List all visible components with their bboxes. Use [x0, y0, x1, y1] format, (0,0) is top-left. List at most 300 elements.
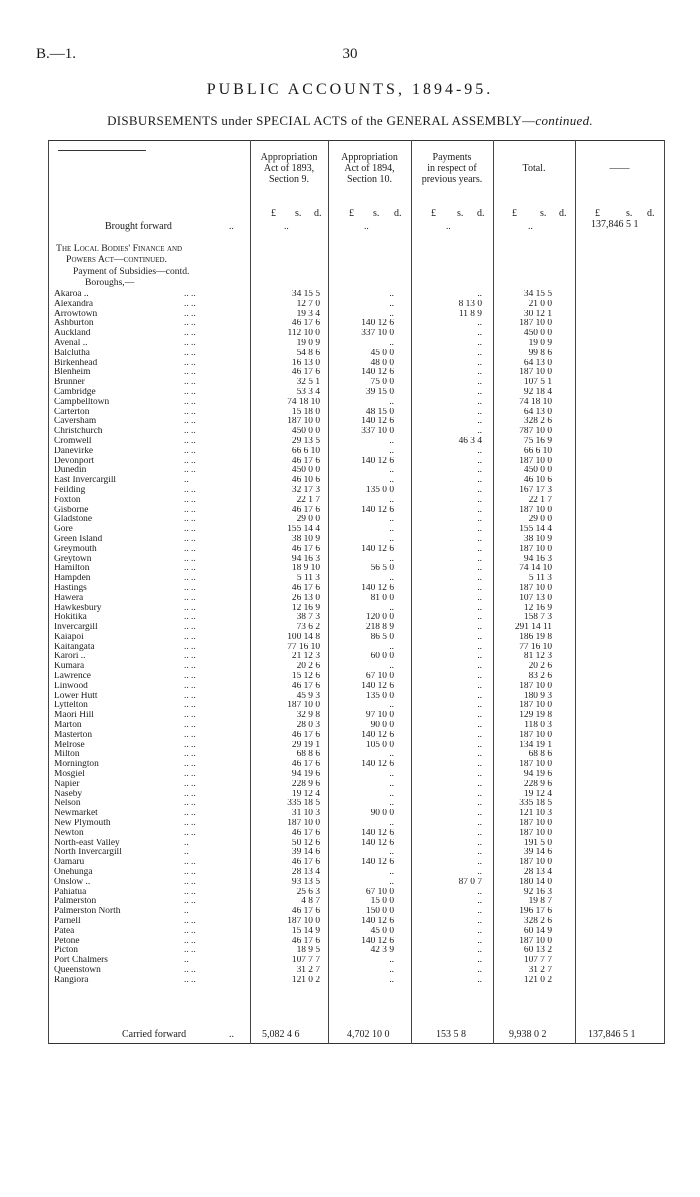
amount-1893: 19 0 9	[296, 338, 320, 348]
column-header-line: Payments	[432, 152, 472, 163]
amount-total: 129 19 8	[519, 711, 552, 721]
amount-1894: 337 10 0	[361, 329, 394, 339]
amount-previous-years: ..	[477, 662, 482, 672]
table-row	[54, 819, 666, 829]
amount-previous-years: ..	[477, 574, 482, 584]
amount-1894: 218 8 9	[365, 623, 394, 633]
amount-1894: 48 0 0	[370, 358, 394, 368]
amount-previous-years: ..	[477, 848, 482, 858]
amount-1893: 68 8 6	[296, 750, 320, 760]
amount-previous-years: ..	[477, 290, 482, 299]
row-leader: .. ..	[184, 828, 196, 838]
row-leader: .. ..	[184, 632, 196, 642]
amount-1894: ..	[389, 525, 394, 535]
row-leader: .. ..	[184, 387, 196, 397]
table-row	[54, 447, 666, 457]
row-leader: .. ..	[184, 466, 196, 476]
amount-blank	[552, 564, 666, 574]
amount-previous-years: ..	[477, 740, 482, 750]
amount-blank	[552, 623, 666, 633]
amount-total: 196 17 6	[519, 907, 552, 917]
borough-name: Pahiatua	[54, 887, 87, 897]
amount-total: 187 10 0	[519, 819, 552, 829]
borough-name: Lawrence	[54, 672, 91, 682]
amount-previous-years: ..	[477, 897, 482, 907]
amount-1894: ..	[389, 848, 394, 858]
amount-blank	[552, 427, 666, 437]
amount-total: 187 10 0	[519, 730, 552, 740]
amount-blank	[552, 721, 666, 731]
page-title: PUBLIC ACCOUNTS, 1894-95.	[206, 81, 494, 98]
amount-total: 107 7 7	[523, 956, 552, 966]
column-header-line: in respect of	[427, 163, 477, 174]
amount-previous-years: ..	[477, 417, 482, 427]
amount-1893: 46 17 6	[291, 456, 320, 466]
row-leader: .. ..	[184, 417, 196, 427]
amount-blank	[552, 780, 666, 790]
amount-1894: ..	[389, 799, 394, 809]
table-row	[54, 878, 666, 888]
amount-1893: 46 17 6	[291, 907, 320, 917]
amount-1893: 46 17 6	[291, 544, 320, 554]
amount-total: 64 13 0	[523, 358, 552, 368]
table-row	[54, 643, 666, 653]
page-reference: B.—1.	[36, 46, 77, 62]
amount-1894: ..	[389, 975, 394, 985]
amount-1893: 46 17 6	[291, 936, 320, 946]
amount-blank	[552, 790, 666, 800]
amount-previous-years: ..	[477, 917, 482, 926]
amount-1893: 26 13 0	[291, 593, 320, 603]
table-row	[54, 378, 666, 388]
amount-1894: ..	[389, 290, 394, 299]
table-row	[54, 897, 666, 907]
unit-pence: d.	[477, 208, 485, 219]
row-leader: .. ..	[184, 436, 196, 446]
amount-blank	[552, 290, 666, 300]
unit-pound: £	[349, 208, 354, 219]
amount-blank	[552, 711, 666, 721]
amount-total: 134 19 1	[519, 740, 552, 750]
amount-total: 186 19 8	[519, 632, 552, 642]
borough-name: Karori ..	[54, 652, 86, 662]
amount-total: 187 10 0	[519, 760, 552, 770]
row-leader: .. ..	[184, 721, 196, 731]
borough-name: Kaitangata	[54, 642, 95, 652]
borough-name: Naseby	[54, 789, 83, 799]
amount-1894: 140 12 6	[361, 319, 394, 329]
row-leader: .. ..	[184, 427, 196, 437]
amount-total: 74 14 10	[519, 564, 552, 574]
row-leader: .. ..	[184, 887, 196, 897]
unit-pound: £	[431, 208, 436, 219]
row-leader: .. ..	[184, 926, 196, 936]
amount-1893: 46 10 6	[291, 476, 320, 486]
amount-previous-years: ..	[477, 397, 482, 407]
amount-1894: 42 3 9	[370, 946, 394, 956]
amount-previous-years: ..	[477, 544, 482, 554]
borough-name: Hokitika	[54, 613, 87, 623]
amount-1893: 19 12 4	[291, 789, 320, 799]
amount-1894: 105 0 0	[365, 740, 394, 750]
amount-1894: 140 12 6	[361, 828, 394, 838]
table-row	[54, 310, 666, 320]
amount-1894: 45 0 0	[370, 348, 394, 358]
borough-name: Oamaru	[54, 858, 85, 868]
row-leader: .. ..	[184, 407, 196, 417]
amount-blank	[552, 408, 666, 418]
amount-total: 158 7 3	[523, 613, 552, 623]
amount-blank	[552, 927, 666, 937]
amount-total: 291 14 11	[514, 623, 552, 633]
amount-blank	[552, 525, 666, 535]
unit-shilling: s.	[457, 208, 464, 219]
amount-blank	[552, 359, 666, 369]
table-top-rule	[48, 140, 664, 141]
amount-previous-years: ..	[477, 701, 482, 711]
amount-1893: 112 10 0	[287, 329, 320, 339]
borough-name: Petone	[54, 936, 80, 946]
amount-blank	[552, 496, 666, 506]
amount-1894: 140 12 6	[361, 760, 394, 770]
row-leader: .. ..	[184, 662, 196, 672]
amount-1893: 93 13 5	[291, 877, 320, 887]
amount-blank	[552, 770, 666, 780]
amount-1893: 45 9 3	[296, 691, 320, 701]
table-row	[54, 839, 666, 849]
amount-1894: 135 0 0	[365, 691, 394, 701]
amount-1893: 335 18 5	[287, 799, 320, 809]
borough-name: Kumara	[54, 662, 85, 672]
amount-1893: 29 0 0	[296, 515, 320, 525]
table-row	[54, 368, 666, 378]
amount-blank	[552, 888, 666, 898]
amount-blank	[552, 760, 666, 770]
table-row	[54, 682, 666, 692]
amount-previous-years: 8 13 0	[458, 299, 482, 309]
row-leader: .. ..	[184, 515, 196, 525]
table-row	[54, 466, 666, 476]
table-row	[54, 319, 666, 329]
borough-name: Danevirke	[54, 446, 94, 456]
amount-1893: 15 12 6	[291, 672, 320, 682]
amount-previous-years: ..	[477, 583, 482, 593]
row-leader: .. ..	[184, 760, 196, 770]
amount-total: 94 19 6	[523, 770, 552, 780]
amount-previous-years: ..	[477, 946, 482, 956]
amount-total: 787 10 0	[519, 427, 552, 437]
amount-previous-years: ..	[477, 789, 482, 799]
row-leader: ..	[184, 848, 189, 858]
amount-1894: ..	[389, 750, 394, 760]
amount-1893: 5 11 3	[296, 574, 320, 584]
borough-name: Rangiora	[54, 975, 89, 985]
row-leader: .. ..	[184, 730, 196, 740]
unit-pence: d.	[314, 208, 322, 219]
amount-previous-years: ..	[477, 681, 482, 691]
table-row	[54, 564, 666, 574]
amount-1894: 140 12 6	[361, 456, 394, 466]
table-row	[54, 584, 666, 594]
amount-total: 66 6 10	[523, 446, 552, 456]
amount-previous-years: ..	[477, 887, 482, 897]
amount-previous-years: ..	[477, 721, 482, 731]
amount-1893: 15 14 9	[291, 926, 320, 936]
table-row	[54, 927, 666, 937]
amount-1893: 50 12 6	[291, 838, 320, 848]
amount-previous-years: ..	[477, 329, 482, 339]
amount-total: 92 18 4	[523, 387, 552, 397]
borough-name: Gladstone	[54, 515, 93, 525]
amount-blank	[552, 809, 666, 819]
amount-1894: ..	[389, 554, 394, 564]
amount-1894: 135 0 0	[365, 485, 394, 495]
amount-blank	[552, 447, 666, 457]
row-leader: .. ..	[184, 809, 196, 819]
row-leader: .. ..	[184, 485, 196, 495]
act-heading-line1: The Local Bodies' Finance and	[56, 243, 183, 254]
row-leader: .. ..	[184, 789, 196, 799]
column-header-line: Section 10.	[347, 174, 392, 185]
row-leader: .. ..	[184, 750, 196, 760]
amount-total: 328 2 6	[523, 917, 552, 926]
amount-blank	[552, 878, 666, 888]
amount-1894: 140 12 6	[361, 583, 394, 593]
amount-1894: ..	[389, 436, 394, 446]
amount-1894: 39 15 0	[365, 387, 394, 397]
borough-name: Greymouth	[54, 544, 97, 554]
amount-1894: ..	[389, 515, 394, 525]
carried-forward-label: Carried forward	[122, 1029, 187, 1040]
table-row	[54, 937, 666, 947]
amount-1893: 39 14 6	[291, 848, 320, 858]
borough-name: Devonport	[54, 456, 95, 466]
amount-total: 335 18 5	[519, 799, 552, 809]
amount-previous-years: ..	[477, 936, 482, 946]
column-header-line: Act of 1894,	[344, 163, 395, 174]
row-leader: .. ..	[184, 544, 196, 554]
amount-1894: 140 12 6	[361, 368, 394, 378]
amount-blank	[552, 731, 666, 741]
row-leader: .. ..	[184, 711, 196, 721]
row-leader: .. ..	[184, 819, 196, 829]
table-row	[54, 594, 666, 604]
amount-previous-years: ..	[477, 819, 482, 829]
amount-total: 39 14 6	[523, 848, 552, 858]
borough-name: Akaroa ..	[54, 290, 89, 299]
amount-blank	[552, 319, 666, 329]
amount-blank	[552, 378, 666, 388]
amount-previous-years: ..	[477, 515, 482, 525]
amount-blank	[552, 976, 666, 986]
amount-total: 77 16 10	[519, 642, 552, 652]
borough-name: Cromwell	[54, 436, 92, 446]
table-row	[54, 780, 666, 790]
borough-name: Cambridge	[54, 387, 96, 397]
amount-blank	[552, 486, 666, 496]
amount-blank	[552, 457, 666, 467]
amount-previous-years: ..	[477, 730, 482, 740]
amount-1893: 25 6 3	[296, 887, 320, 897]
column-header-1894	[328, 152, 411, 185]
row-leader: .. ..	[184, 965, 196, 975]
row-leader: .. ..	[184, 917, 196, 926]
unit-pound: £	[271, 208, 276, 219]
amount-blank	[552, 750, 666, 760]
row-leader: .. ..	[184, 525, 196, 535]
amount-1893: 32 5 1	[296, 378, 320, 388]
row-leader: ..	[184, 476, 189, 486]
amount-total: 187 10 0	[519, 681, 552, 691]
table-row	[54, 966, 666, 976]
amount-1893: 34 15 5	[291, 290, 320, 299]
borough-name: Parnell	[54, 917, 81, 926]
column-header-line: Appropriation	[341, 152, 398, 163]
amount-total: 94 16 3	[523, 554, 552, 564]
row-leader: .. ..	[184, 299, 196, 309]
amount-total: 155 14 4	[519, 525, 552, 535]
row-leader: .. ..	[184, 691, 196, 701]
amount-blank	[552, 310, 666, 320]
amount-total: 19 0 9	[528, 338, 552, 348]
amount-total: 187 10 0	[519, 505, 552, 515]
amount-1893: 94 19 6	[291, 770, 320, 780]
amount-1893: 187 10 0	[287, 417, 320, 427]
amount-blank	[552, 604, 666, 614]
amount-blank	[552, 917, 666, 927]
amount-previous-years: ..	[477, 456, 482, 466]
borough-name: Hastings	[54, 583, 87, 593]
borough-name: North-east Valley	[54, 838, 120, 848]
amount-total: 60 14 9	[523, 926, 552, 936]
row-leader: .. ..	[184, 868, 196, 878]
table-row	[54, 868, 666, 878]
amount-1894: 75 0 0	[370, 378, 394, 388]
table-row	[54, 613, 666, 623]
amount-total: 20 2 6	[528, 662, 552, 672]
unit-shilling: s.	[295, 208, 302, 219]
amount-1893: 38 10 9	[291, 534, 320, 544]
amount-1894: ..	[389, 789, 394, 799]
amount-previous-years: ..	[477, 387, 482, 397]
borough-name: Lower Hutt	[54, 691, 98, 701]
amount-previous-years: ..	[477, 534, 482, 544]
amount-previous-years: ..	[477, 828, 482, 838]
amount-previous-years: ..	[477, 466, 482, 476]
amount-blank	[552, 613, 666, 623]
boroughs-heading: Boroughs,—	[85, 277, 135, 288]
amount-total: 187 10 0	[519, 368, 552, 378]
table-row	[54, 515, 666, 525]
amount-previous-years: ..	[477, 427, 482, 437]
column-header-line: Total.	[522, 163, 546, 174]
table-row	[54, 672, 666, 682]
amount-previous-years: ..	[477, 623, 482, 633]
borough-name: New Plymouth	[54, 819, 111, 829]
amount-blank	[552, 398, 666, 408]
carried-forward-grand: 137,846 5 1	[588, 1029, 636, 1040]
amount-total: 19 12 4	[523, 789, 552, 799]
borough-name: Caversham	[54, 417, 97, 427]
row-leader: .. ..	[184, 936, 196, 946]
unit-pound: £	[595, 208, 600, 219]
borough-name: Greytown	[54, 554, 92, 564]
table-row	[54, 741, 666, 751]
table-row	[54, 574, 666, 584]
amount-1893: 46 17 6	[291, 368, 320, 378]
amount-1893: 29 13 5	[291, 436, 320, 446]
amount-1893: 54 8 6	[296, 348, 320, 358]
amount-1893: 100 14 8	[287, 632, 320, 642]
amount-blank	[552, 417, 666, 427]
amount-1894: ..	[389, 819, 394, 829]
amount-1893: 28 13 4	[291, 868, 320, 878]
row-leader: .. ..	[184, 975, 196, 985]
amount-previous-years: ..	[477, 926, 482, 936]
borough-name: Onslow ..	[54, 877, 91, 887]
amount-blank	[552, 466, 666, 476]
amount-total: 29 0 0	[528, 515, 552, 525]
amount-previous-years: ..	[477, 750, 482, 760]
brought-forward-grand: 137,846 5 1	[591, 219, 639, 230]
amount-1893: 46 17 6	[291, 505, 320, 515]
table-row	[54, 907, 666, 917]
amount-1893: 19 3 4	[296, 309, 320, 319]
amount-blank	[552, 633, 666, 643]
column-header-blank	[575, 163, 664, 174]
table-row	[54, 829, 666, 839]
amount-previous-years: ..	[477, 975, 482, 985]
amount-blank	[552, 672, 666, 682]
amount-total: 74 18 10	[519, 397, 552, 407]
amount-1894: 56 5 0	[370, 564, 394, 574]
amount-previous-years: ..	[477, 632, 482, 642]
borough-name: Palmerston	[54, 897, 97, 907]
amount-previous-years: ..	[477, 378, 482, 388]
borough-name: Maori Hill	[54, 711, 94, 721]
amount-previous-years: ..	[477, 711, 482, 721]
amount-previous-years: ..	[477, 965, 482, 975]
amount-1893: 32 17 3	[291, 485, 320, 495]
borough-name: Gisborne	[54, 505, 89, 515]
amount-previous-years: ..	[477, 799, 482, 809]
borough-name: Milton	[54, 750, 80, 760]
table-row	[54, 946, 666, 956]
row-leader: .. ..	[184, 446, 196, 456]
table-row	[54, 408, 666, 418]
amount-1894: ..	[389, 574, 394, 584]
amount-1893: 450 0 0	[291, 466, 320, 476]
amount-total: 60 13 2	[523, 946, 552, 956]
column-header-total	[493, 163, 575, 174]
amount-total: 191 5 0	[523, 838, 552, 848]
amount-total: 187 10 0	[519, 319, 552, 329]
amount-1894: 150 0 0	[365, 907, 394, 917]
amount-previous-years: ..	[477, 564, 482, 574]
borough-name: Lyttelton	[54, 701, 88, 711]
column-header-line: Section 9.	[269, 174, 309, 185]
amount-blank	[552, 574, 666, 584]
amount-previous-years: ..	[477, 358, 482, 368]
amount-previous-years: ..	[477, 593, 482, 603]
table-row	[54, 701, 666, 711]
amount-1894: ..	[389, 534, 394, 544]
amount-previous-years: ..	[477, 779, 482, 789]
amount-1893: 77 16 10	[287, 642, 320, 652]
borough-name: Port Chalmers	[54, 956, 108, 966]
row-leader: .. ..	[184, 583, 196, 593]
amount-total: 64 13 0	[523, 407, 552, 417]
